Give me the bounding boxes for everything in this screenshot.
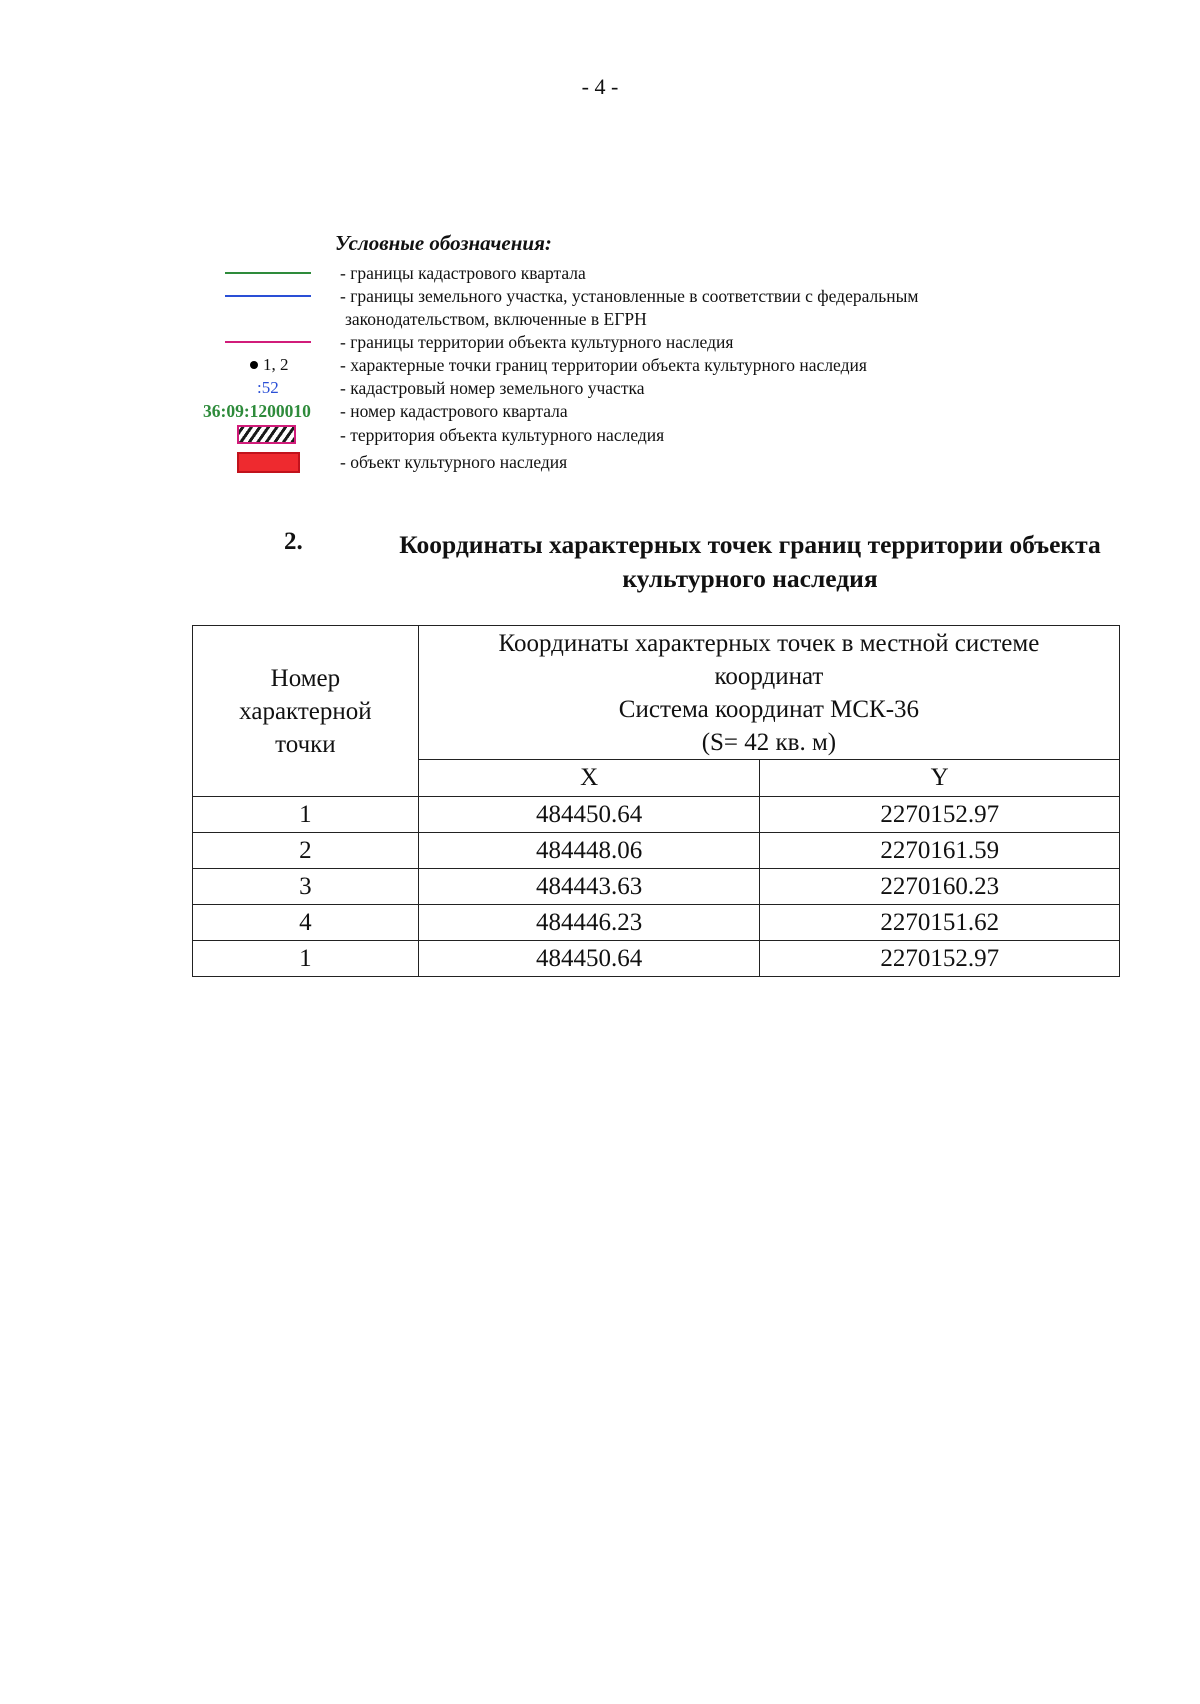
header-point-line: характерной	[239, 697, 372, 725]
cell-point: 4	[193, 905, 419, 941]
hatched-area-symbol	[237, 425, 296, 444]
legend-item-parcel-boundary-cont	[0, 308, 1200, 332]
legend-text: - кадастровый номер земельного участка	[340, 378, 645, 398]
legend-text: - характерные точки границ территории объекта культурного наследия	[340, 355, 867, 375]
cell-y: 2270161.59	[760, 833, 1120, 869]
header-point-number	[193, 626, 419, 797]
cell-y: 2270152.97	[760, 941, 1120, 977]
legend-item-parcel-boundary	[0, 285, 1200, 309]
parcel-number-symbol: :52	[257, 378, 279, 397]
legend-item-parcel-number	[0, 377, 1200, 401]
point-symbol	[250, 354, 289, 376]
cell-x: 484446.23	[418, 905, 760, 941]
table-row	[193, 797, 1120, 833]
coordinates-table	[192, 625, 1120, 977]
header-y: Y	[760, 760, 1120, 797]
legend-item-territory	[0, 424, 1200, 448]
header-coords-line: Координаты характерных точек в местной системе	[498, 629, 1040, 657]
magenta-line-symbol	[225, 341, 311, 343]
cell-y: 2270152.97	[760, 797, 1120, 833]
legend-item-quarter-number	[0, 400, 1200, 424]
table-row	[193, 833, 1120, 869]
cell-point: 1	[193, 797, 419, 833]
legend-text: - объект культурного наследия	[340, 452, 568, 472]
legend-text: - границы кадастрового квартала	[340, 263, 586, 283]
cell-point: 1	[193, 941, 419, 977]
legend-text: - границы земельного участка, установленные в соответствии с федеральным	[340, 286, 919, 306]
header-x: X	[418, 760, 760, 797]
cell-y: 2270160.23	[760, 869, 1120, 905]
legend-item-quarter-boundary	[0, 262, 1200, 286]
point-dot-icon	[250, 361, 258, 369]
legend-text-continuation: законодательством, включенные в ЕГРН	[345, 309, 647, 329]
table-row	[193, 869, 1120, 905]
cell-x: 484443.63	[418, 869, 760, 905]
cell-y: 2270151.62	[760, 905, 1120, 941]
legend-item-territory-boundary	[0, 331, 1200, 355]
header-point-line: Номер	[270, 664, 341, 692]
page-number: - 4 -	[581, 74, 619, 99]
cell-point: 2	[193, 833, 419, 869]
cell-x: 484450.64	[418, 797, 760, 833]
point-symbol-label: 1, 2	[263, 355, 289, 374]
green-line-symbol	[225, 272, 311, 274]
blue-line-symbol	[225, 295, 311, 297]
header-coords-line: координат	[714, 662, 824, 690]
red-area-symbol	[237, 452, 300, 473]
header-coords-line: (S= 42 кв. м)	[701, 728, 837, 756]
legend-text: - номер кадастрового квартала	[340, 401, 568, 421]
legend-text: - территория объекта культурного наследия	[340, 425, 665, 445]
header-coords-line: Система координат МСК-36	[618, 695, 920, 723]
cell-x: 484450.64	[418, 941, 760, 977]
legend-item-points	[0, 354, 1200, 378]
table-header-row	[193, 626, 1120, 760]
header-point-line: точки	[275, 730, 336, 758]
cell-point: 3	[193, 869, 419, 905]
table-row	[193, 941, 1120, 977]
table-row	[193, 905, 1120, 941]
legend-item-heritage-object	[0, 451, 1200, 475]
section-number: 2.	[284, 528, 303, 555]
cell-x: 484448.06	[418, 833, 760, 869]
quarter-number-symbol: 36:09:1200010	[203, 401, 311, 421]
legend-text: - границы территории объекта культурного наследия	[340, 332, 734, 352]
legend-title: Условные обозначения:	[335, 231, 552, 255]
header-coordinates	[418, 626, 1119, 760]
section-title: Координаты характерных точек границ территории объекта культурного наследия	[399, 530, 1101, 593]
